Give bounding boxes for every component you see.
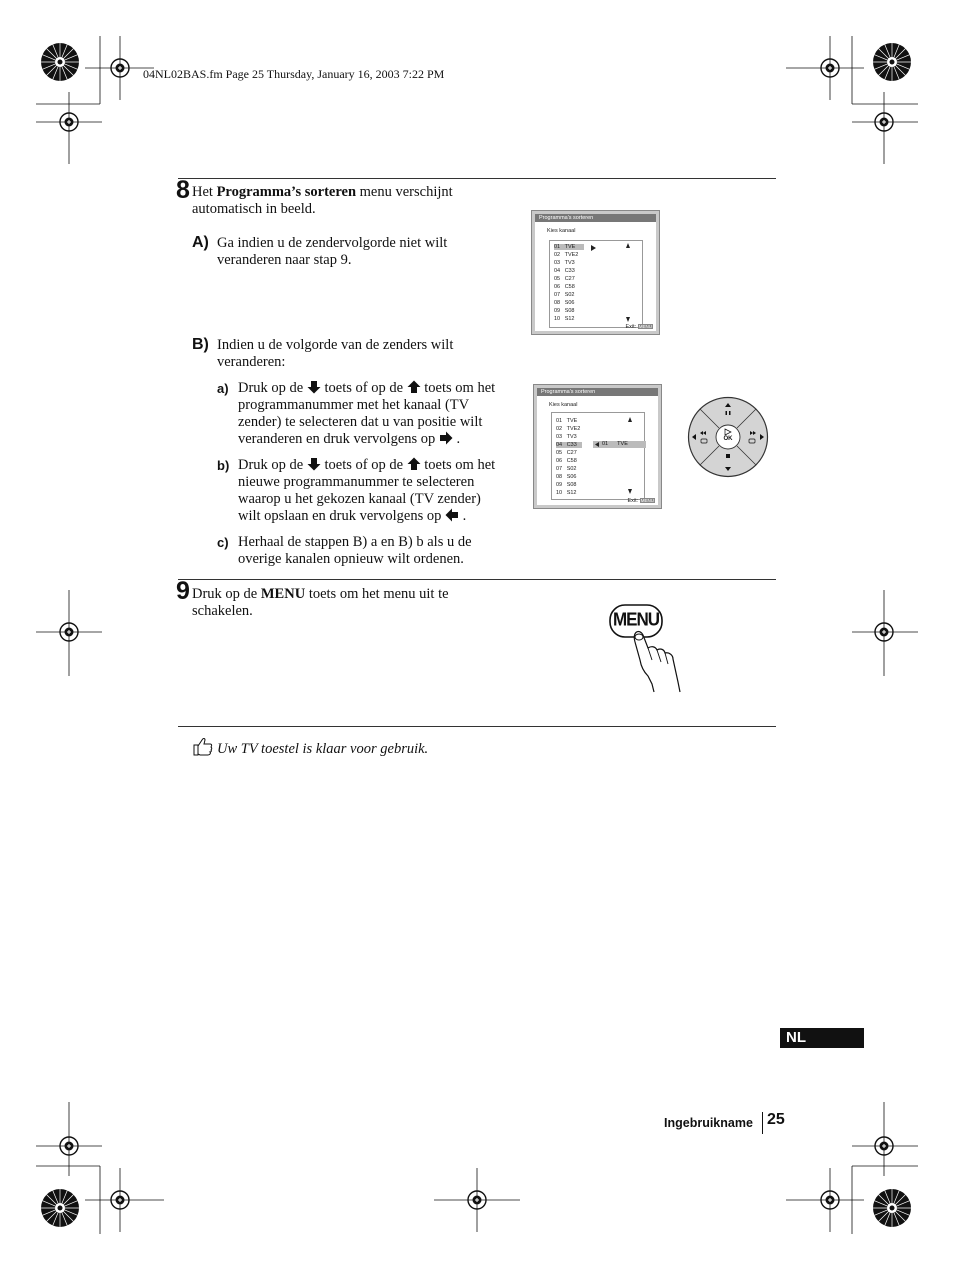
- scroll-up-icon: [626, 243, 630, 248]
- channel-row: 02 TVE2: [556, 426, 581, 432]
- channel-row: 09 S08: [554, 308, 575, 314]
- tv-screen-sort-move: [533, 384, 662, 509]
- moving-channel-label: 01 TVE: [602, 441, 628, 447]
- channel-row: 06 C58: [556, 458, 577, 464]
- menu-button-illustration: [608, 602, 684, 694]
- scroll-down-icon: [626, 317, 630, 322]
- step-9-number: 9: [176, 577, 190, 605]
- step-8-Bb-label: b): [217, 458, 230, 473]
- tv-screen-sort-menu: [531, 210, 660, 335]
- channel-row: 10 S12: [556, 490, 577, 496]
- screen-title: Programma's sorteren: [537, 388, 658, 396]
- ok-button-label: OK: [723, 436, 733, 442]
- channel-row: 05 C27: [556, 450, 577, 456]
- arrow-down-icon: [307, 380, 321, 394]
- footer-section: Ingebruikname: [664, 1116, 753, 1130]
- remote-control-pad: [687, 396, 769, 478]
- file-info: 04NL02BAS.fm Page 25 Thursday, January 16, 2003 7:22 PM: [143, 67, 445, 81]
- screen-exit-hint: Exit: MENU: [625, 324, 652, 330]
- arrow-left-icon: [445, 508, 459, 522]
- step-8-Bb-text: Druk op de toets of op de toets om het nieuwe programmanummer te selecteren waarop u het gekozen kanaal (TV zender) wilt opslaan en druk vervolgens op .: [238, 457, 496, 524]
- arrow-down-icon: [307, 457, 321, 471]
- step-8-Bc-label: c): [217, 535, 229, 550]
- rule-top: [178, 178, 776, 179]
- channel-row: 03 TV3: [556, 434, 577, 440]
- menu-button-label: MENU: [612, 609, 660, 630]
- arrow-up-icon: [407, 380, 421, 394]
- arrow-up-icon: [407, 457, 421, 471]
- screen-subtitle: Kies kanaal: [547, 228, 576, 234]
- channel-row: 10 S12: [554, 316, 575, 322]
- language-tab: NL: [780, 1028, 864, 1048]
- step-8-B-text: Indien u de volgorde van de zenders wilt veranderen:: [217, 337, 454, 370]
- pointer-left-icon: [595, 442, 599, 447]
- thumbs-up-icon: [192, 736, 214, 756]
- step-9-text: Druk op de MENU toets om het menu uit te schakelen.: [192, 586, 449, 619]
- channel-list: [549, 240, 643, 328]
- channel-row: 07 S02: [556, 466, 577, 472]
- channel-row: 07 S02: [554, 292, 575, 298]
- arrow-right-icon: [439, 431, 453, 445]
- channel-row: 03 TV3: [554, 260, 575, 266]
- channel-row: 04 C33: [554, 268, 575, 274]
- page-number: 25: [767, 1111, 785, 1128]
- screen-exit-hint: Exit: MENU: [627, 498, 654, 504]
- screen-title: Programma's sorteren: [535, 214, 656, 222]
- note-text: Uw TV toestel is klaar voor gebruik.: [217, 741, 429, 757]
- channel-row: 06 C58: [554, 284, 575, 290]
- step-8-B-label: B): [192, 336, 209, 353]
- channel-row: 01 TVE: [554, 244, 584, 250]
- channel-row: 08 S06: [556, 474, 577, 480]
- step-8-Bc-text: Herhaal de stappen B) a en B) b als u de overige kanalen opnieuw wilt ordenen.: [238, 534, 472, 567]
- moving-channel-bar: [593, 441, 646, 448]
- scroll-down-icon: [628, 489, 632, 494]
- channel-list: [551, 412, 645, 500]
- step-8-A-label: A): [192, 234, 209, 251]
- channel-row: 09 S08: [556, 482, 577, 488]
- scroll-up-icon: [628, 417, 632, 422]
- step-8-number: 8: [176, 176, 190, 204]
- channel-row: 04 C33: [556, 442, 582, 448]
- channel-row: 08 S06: [554, 300, 575, 306]
- step-8-A-text: Ga indien u de zendervolgorde niet wilt veranderen naar stap 9.: [217, 235, 448, 268]
- rule-step9: [178, 579, 776, 580]
- channel-row: 02 TVE2: [554, 252, 579, 258]
- screen-subtitle: Kies kanaal: [549, 402, 578, 408]
- step-8-Ba-text: Druk op de toets of op de toets om het programmanummer met het kanaal (TV zender) te selecteren dat u van positie wilt veranderen en druk vervolgens op .: [238, 380, 496, 447]
- step-8-Ba-label: a): [217, 381, 229, 396]
- channel-row: 01 TVE: [556, 418, 578, 424]
- footer-divider: [762, 1112, 763, 1134]
- rule-bottom: [178, 726, 776, 727]
- channel-row: 05 C27: [554, 276, 575, 282]
- pointer-icon: [591, 245, 596, 251]
- step-8-text: Het Programma’s sorteren menu verschijnt automatisch in beeld.: [192, 184, 453, 217]
